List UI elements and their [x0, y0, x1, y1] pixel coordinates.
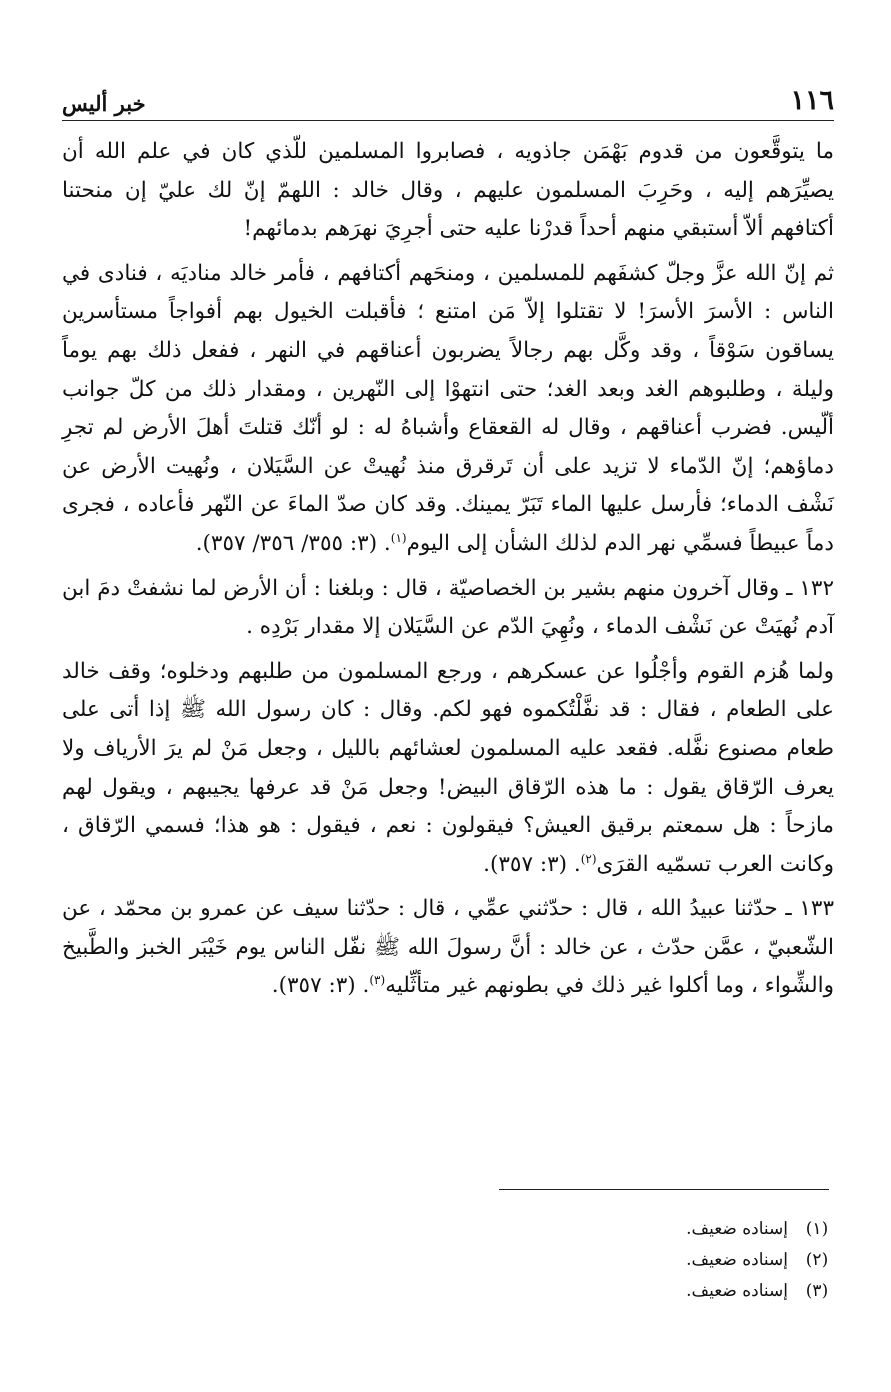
paragraph — [62, 653, 834, 885]
citation: . (٣: ٣٥٥/ ٣٥٦/ ٣٥٧). — [195, 530, 391, 556]
citation: . (٣: ٣٥٧). — [271, 973, 370, 999]
book-page — [62, 78, 834, 1012]
paragraph-text: ولما هُزم القوم وأجْلُوا عن عسكرهم ، ورجع المسلمون من طلبهم ودخلوه؛ وقف خالد على الطعام ، فقال : قد نفَّلْتُكموه فهو لكم. وقال : كان رسول الله ﷺ إذا أتى على طعام مصنوع نفَّله. فقعد عليه المسلمون لعشائهم بالليل ، وجعل مَنْ لم يرَ الأرياف ولا يعرف الرّقاق يقول : ما هذه الرّقاق البيض! وجعل مَنْ قد عرفها يجيبهم ، ويقول لهم مازحاً : هل سمعتم برقيق العيش؟ فيقولون : نعم ، فيقول : هو هذا؛ فسمي الرّقاق ، وكانت العرب تسمّيه القرَى — [62, 658, 834, 877]
paragraph-text: ١٣٣ ـ حدّثنا عبيدُ الله ، قال : حدّثني عمِّي ، قال : حدّثنا سيف عن عمرو بن محمّد ، عن الشّعبيّ ، عمَّن حدّث ، عن خالد : أنَّ رسولَ الله ﷺ نفّل الناس يوم خَيْبَر الخبز والطَّبيخ والشِّواء ، وما أكلوا غير ذلك في بطونهم غير متأثِّليه — [62, 896, 834, 999]
footnote-ref: (١) — [390, 530, 407, 545]
footnote-number: (٢) — [805, 1250, 829, 1270]
citation: . (٣: ٣٥٧). — [483, 851, 581, 877]
paragraph-text: ثم إنّ الله عزَّ وجلّ كشفَهم للمسلمين ، ومنحَهم أكتافهم ، فأمر خالد مناديَه ، فنادى في الناس : الأسرَ الأسرَ! لا تقتلوا إلاّ مَن امتنع ؛ فأقبلت الخيول بهم أفواجاً مستأسرين يساقون سَوْقاً ، وقد وكَّل بهم رجالاً يضربون أعناقهم في النهر ، ففعل ذلك بهم يوماً وليلة ، وطلبوهم الغد وبعد الغد؛ حتى انتهوْا إلى النّهرين ، ومقدار ذلك من كلّ جوانب ألّيس. فضرب أعناقهم ، وقال له القعقاع وأشباهُ له : لو أنّك قتلتَ أهلَ الأرض لم تجرِ دماؤهم؛ إنّ الدّماء لا تزيد على أن تَرقرق منذ نُهيتْ عن السَّيَلان ، ونُهيت الأرض عن نَشْف الدماء؛ فأرسل عليها الماء تَبَرّ يمينك. وقد كان صدّ الماءَ عن النّهر فأعاده ، فجرى دماً عبيطاً فسمِّي نهر الدم لذلك الشأن إلى اليوم — [62, 260, 834, 556]
footnote-number: (٣) — [805, 1281, 829, 1301]
footnote-number: (١) — [805, 1219, 829, 1239]
paragraph — [62, 255, 834, 564]
page-header — [62, 78, 834, 121]
body-text — [62, 133, 834, 1006]
footnote — [686, 1214, 834, 1245]
footnote-separator — [499, 1189, 829, 1190]
footnote-text: إسناده ضعيف. — [686, 1219, 788, 1239]
footnote-ref: (٣) — [369, 973, 386, 988]
footnote-text: إسناده ضعيف. — [686, 1281, 788, 1301]
paragraph — [62, 133, 834, 249]
paragraph — [62, 570, 834, 647]
footnotes — [686, 1214, 834, 1307]
footnote — [686, 1245, 834, 1276]
page-number: ١١٦ — [790, 85, 834, 116]
paragraph-text: ما يتوقَّعون من قدوم بَهْمَن جاذويه ، فصابروا المسلمين للّذي كان في علم الله أن يصيِّرَهم إليه ، وحَرِبَ المسلمون عليهم ، وقال خالد : اللهمّ إنّ لك عليّ إن منحتنا أكتافهم ألاّ أستبقي منهم أحداً قدرْنا عليه حتى أجرِيَ نهرَهم بدمائهم! — [62, 139, 834, 242]
footnote-text: إسناده ضعيف. — [686, 1250, 788, 1270]
running-title: خبر أليس — [62, 91, 146, 116]
footnote-ref: (٢) — [580, 851, 597, 866]
paragraph — [62, 890, 834, 1006]
footnote — [686, 1276, 834, 1307]
paragraph-text: ١٣٢ ـ وقال آخرون منهم بشير بن الخصاصيّة ، قال : وبلغنا : أن الأرض لما نشفتْ دمَ ابن آدم نُهيَتْ عن نَشْف الدماء ، ونُهِيَ الدّم عن السَّيَلان إلا مقدار بَرْدِه . — [62, 575, 834, 640]
